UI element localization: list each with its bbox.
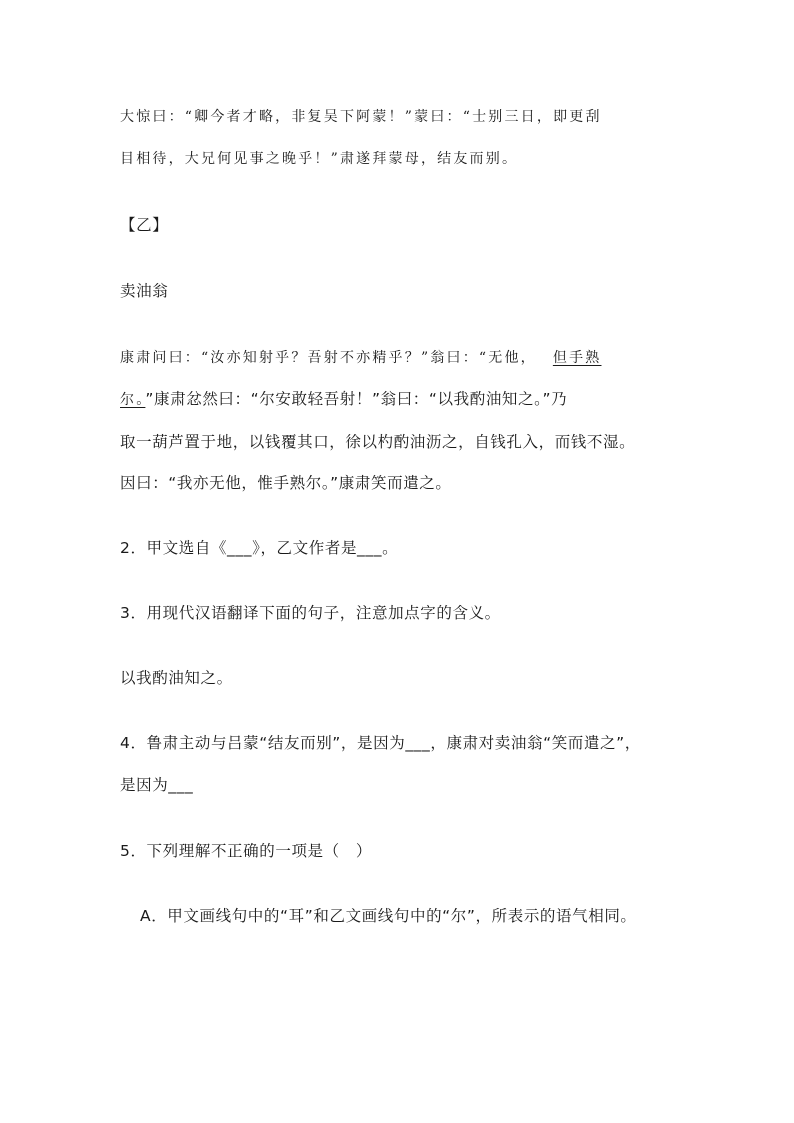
yi-passage-line-2 — [120, 389, 567, 410]
yi-passage-line-4: 因曰：“我亦无他，惟手熟尔。”康肃笑而遣之。 — [120, 474, 452, 492]
section-yi-label: 【乙】 — [120, 216, 169, 234]
yi-passage-line-1 — [120, 347, 601, 368]
question-2: 2．甲文选自《___》，乙文作者是___。 — [120, 539, 399, 557]
question-5-option-a: A．甲文画线句中的“耳”和乙文画线句中的“尔”，所表示的语气相同。 — [140, 907, 637, 925]
yi-underlined-phrase-part2: 尔。 — [120, 392, 146, 408]
question-5: 5．下列理解不正确的一项是（ ） — [120, 842, 372, 860]
question-3-sentence: 以我酌油知之。 — [120, 669, 233, 687]
jia-passage-line-2: 目相待，大兄何见事之晚乎！”肃遂拜蒙母，结友而别。 — [120, 151, 519, 167]
yi-underlined-phrase-part1: 但手熟 — [552, 350, 602, 366]
question-3: 3．用现代汉语翻译下面的句子，注意加点字的含义。 — [120, 604, 501, 622]
jia-passage-line-1: 大惊曰：“卿今者才略，非复吴下阿蒙！”蒙曰：“士别三日，即更刮 — [120, 109, 602, 125]
yi-line2-text: ”康肃忿然曰：“尔安敢轻吾射！”翁曰：“以我酌油知之。”乃 — [145, 390, 568, 408]
yi-line1-text: 康肃问曰：“汝亦知射乎？吾射不亦精乎？”翁曰：“无他， — [120, 350, 537, 366]
question-4-line-2: 是因为___ — [120, 776, 194, 794]
yi-passage-title: 卖油翁 — [120, 282, 169, 300]
yi-passage-line-3: 取一葫芦置于地，以钱覆其口，徐以杓酌油沥之，自钱孔入，而钱不湿。 — [120, 433, 636, 451]
question-4-line-1: 4．鲁肃主动与吕蒙“结友而别”，是因为___，康肃对卖油翁“笑而遣之”， — [120, 734, 641, 752]
